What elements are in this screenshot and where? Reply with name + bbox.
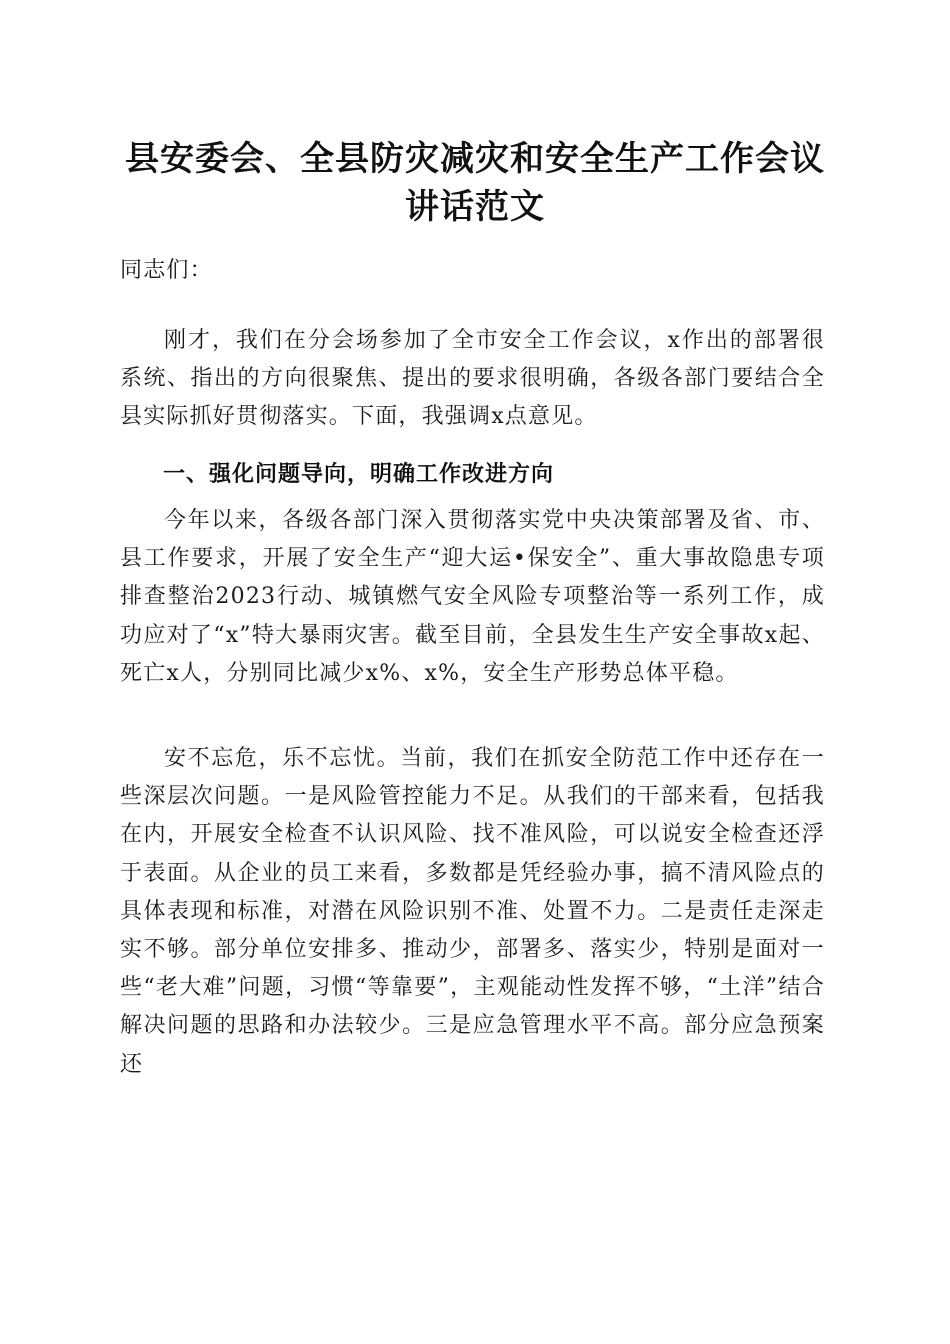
salutation: 同志们： (120, 258, 213, 283)
paragraph-progress (120, 502, 825, 693)
paragraph-opening (120, 322, 825, 437)
paragraph-problems (120, 740, 825, 1084)
document-title-line-1: 县安委会、全县防灾减灾和安全生产工作会议 (125, 139, 825, 179)
paragraph-text: 今年以来，各级各部门深入贯彻落实党中央决策部署及省、市、县工作要求，开展了安全生产“迎大运•保安全”、重大事故隐患专项排查整治2023行动、城镇燃气安全风险专项整治等一系列工作，成功应对了“x”特大暴雨灾害。截至目前，全县发生生产安全事故x起、死亡x人，分别同比减少x%、x%，安全生产形势总体平稳。 (120, 508, 825, 686)
section-heading: 一、强化问题导向，明确工作改进方向 (163, 462, 555, 487)
paragraph-text: 刚才，我们在分会场参加了全市安全工作会议，x作出的部署很系统、指出的方向很聚焦、提出的要求很明确，各级各部门要结合全县实际抓好贯彻落实。下面，我强调x点意见。 (120, 328, 825, 430)
document-title-line-2: 讲话范文 (405, 187, 545, 227)
paragraph-text: 安不忘危，乐不忘忧。当前，我们在抓安全防范工作中还存在一些深层次问题。一是风险管控能力不足。从我们的干部来看，包括我在内，开展安全检查不认识风险、找不准风险，可以说安全检查还浮于表面。从企业的员工来看，多数都是凭经验办事，搞不清风险点的具体表现和标准，对潜在风险识别不准、处置不力。二是责任走深走实不够。部分单位安排多、推动少，部署多、落实少，特别是面对一些“老大难”问题，习惯“等靠要”，主观能动性发挥不够，“土洋”结合解决问题的思路和办法较少。三是应急管理水平不高。部分应急预案还 (120, 746, 825, 1077)
